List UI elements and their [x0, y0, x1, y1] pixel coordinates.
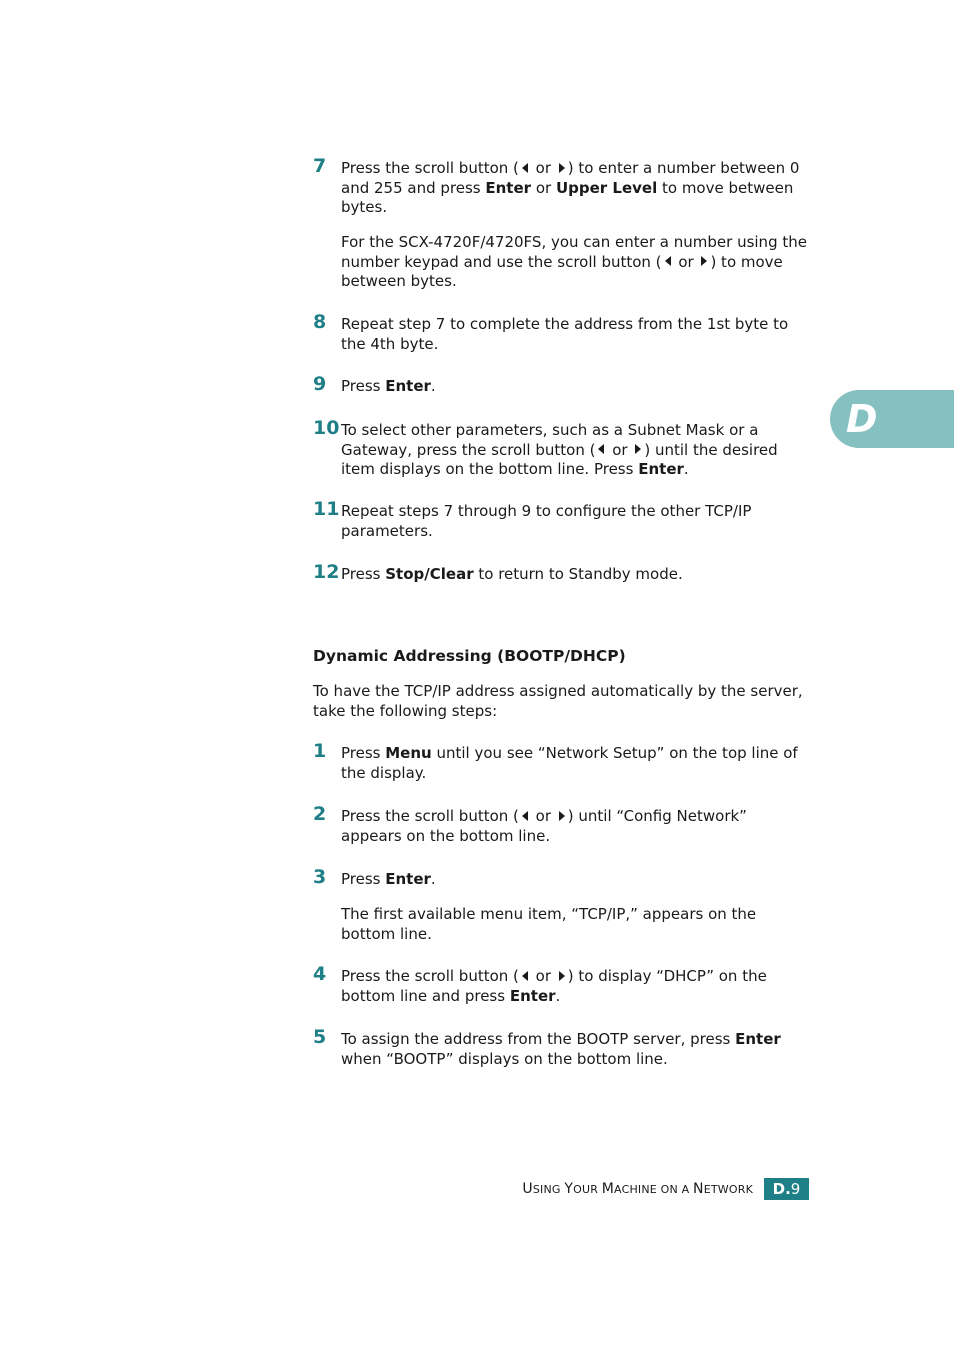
step-text: Repeat steps 7 through 9 to configure the other TCP/IP parameters. [341, 502, 752, 540]
step-number: 3 [313, 866, 327, 888]
scroll-left-icon [522, 163, 528, 173]
step-number: 1 [313, 740, 327, 762]
scroll-left-icon [522, 971, 528, 981]
step-text: Press Stop/Clear to return to Standby mode. [341, 565, 683, 583]
step-number: 12 [313, 561, 340, 583]
step-number: 8 [313, 311, 327, 333]
chapter-tab-letter: D [846, 397, 878, 441]
intro-paragraph: To have the TCP/IP address assigned automatically by the server, take the following steps: [313, 682, 803, 720]
section-heading: Dynamic Addressing (BOOTP/DHCP) [313, 647, 626, 665]
scroll-right-icon [701, 256, 707, 266]
step-3-note: The first available menu item, “TCP/IP,” appears on the bottom line. [341, 905, 757, 943]
footer-title: USING YOUR MACHINE ON A NETWORK [522, 1181, 753, 1197]
scroll-left-icon [598, 444, 604, 454]
scroll-right-icon [559, 163, 565, 173]
page-number-badge: D.9 [764, 1178, 809, 1200]
step-text: Press Menu until you see “Network Setup” on the top line of the display. [341, 744, 798, 782]
step-text: To assign the address from the BOOTP server, press Enter when “BOOTP” displays on the bottom line. [341, 1030, 781, 1068]
step-text: Repeat step 7 to complete the address from the 1st byte to the 4th byte. [341, 315, 789, 353]
scroll-right-icon [635, 444, 641, 454]
step-number: 11 [313, 498, 340, 520]
step-text: To select other parameters, such as a Subnet Mask or a Gateway, press the scroll button ( or ) until the desired item displays on the bottom line. Press Enter. [341, 421, 778, 478]
step-number: 10 [313, 417, 340, 439]
scroll-left-icon [522, 811, 528, 821]
step-text: Press the scroll button ( or ) to display “DHCP” on the bottom line and press Enter. [341, 967, 767, 1005]
step-text: Press the scroll button ( or ) until “Config Network” appears on the bottom line. [341, 807, 747, 845]
step-text: Press the scroll button ( or ) to enter a number between 0 and 255 and press Enter or Upper Level to move between bytes. [341, 159, 800, 216]
step-text: Press Enter. [341, 377, 436, 395]
step-number: 5 [313, 1026, 327, 1048]
step-text: Press Enter. [341, 870, 436, 888]
scroll-right-icon [559, 811, 565, 821]
step-number: 7 [313, 155, 327, 177]
step-7-note: For the SCX-4720F/4720FS, you can enter a number using the number keypad and use the scroll button ( or ) to move between bytes. [341, 233, 807, 290]
step-number: 2 [313, 803, 327, 825]
scroll-right-icon [559, 971, 565, 981]
scroll-left-icon [665, 256, 671, 266]
step-number: 4 [313, 963, 327, 985]
step-number: 9 [313, 373, 327, 395]
page-footer [500, 1178, 809, 1200]
